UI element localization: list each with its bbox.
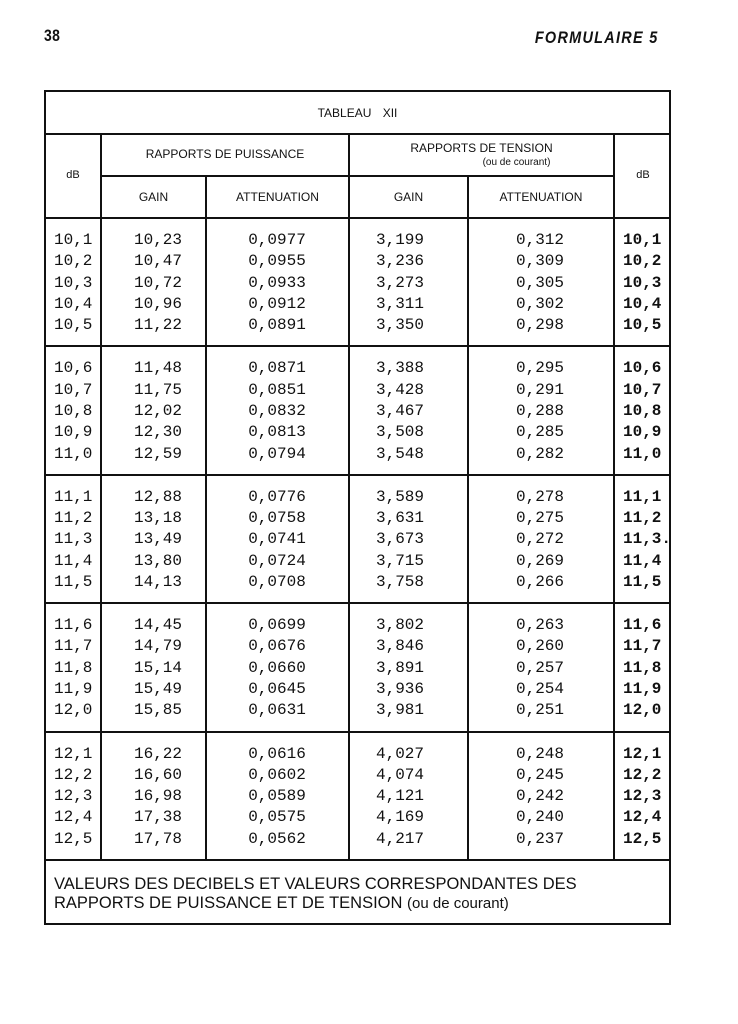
voltage-gain-cell: 3,350: [375, 316, 424, 335]
db-cell: 11,6: [54, 616, 93, 635]
db-right-cell: 10,1: [623, 231, 662, 249]
db-cell: 11,5: [54, 572, 93, 591]
voltage-gain-cell: 3,467: [375, 401, 424, 420]
power-attenuation-cell: 0,0631: [248, 701, 306, 720]
power-attenuation-cell: 0,0741: [248, 530, 306, 549]
voltage-attenuation-cell: 0,237: [515, 829, 564, 848]
voltage-gain-cell: 3,846: [375, 637, 424, 656]
header-db-left: dB: [66, 169, 80, 181]
db-right-cell: 10,5: [623, 316, 662, 335]
db-right-cell: 11,3.: [623, 530, 672, 549]
power-attenuation-cell: 0,0758: [248, 509, 306, 528]
db-right-column: [615, 230, 671, 336]
voltage-attenuation-cell: 0,260: [515, 637, 564, 656]
db-cell: 11,0: [54, 444, 93, 463]
db-right-cell: 11,7: [623, 637, 662, 656]
power-attenuation-cell: 0,0891: [248, 316, 306, 335]
power-attenuation-cell: 0,0724: [248, 551, 306, 570]
power-gain-cell: 10,96: [133, 294, 182, 313]
power-attenuation-column: [208, 487, 346, 593]
db-cell: 10,6: [54, 359, 93, 378]
db-column: [54, 487, 104, 593]
power-gain-cell: 14,13: [133, 572, 182, 591]
db-right-cell: 11,5: [623, 572, 662, 591]
power-attenuation-cell: 0,0813: [248, 423, 306, 442]
voltage-gain-cell: 3,508: [375, 423, 424, 442]
power-attenuation-cell: 0,0933: [248, 273, 306, 292]
caption-line-2-sub: (ou de courant): [407, 895, 509, 912]
voltage-gain-cell: 3,199: [375, 231, 424, 249]
db-cell: 11,3: [54, 530, 93, 549]
power-gain-cell: 11,48: [133, 359, 182, 378]
voltage-gain-cell: 3,631: [375, 509, 424, 528]
db-cell: 12,2: [54, 765, 93, 784]
voltage-attenuation-cell: 0,263: [515, 616, 564, 635]
db-right-cell: 11,6: [623, 616, 662, 635]
db-column: [54, 744, 104, 850]
db-cell: 10,4: [54, 294, 93, 313]
caption-line-2-main: RAPPORTS DE PUISSANCE ET DE TENSION: [54, 894, 403, 912]
db-right-cell: 11,4: [623, 551, 662, 570]
page-number: 38: [44, 26, 61, 45]
db-right-cell: 10,6: [623, 359, 662, 378]
voltage-attenuation-cell: 0,302: [515, 294, 564, 313]
db-right-cell: 12,2: [623, 765, 662, 784]
power-gain-cell: 13,18: [133, 509, 182, 528]
power-gain-cell: 10,47: [133, 252, 182, 271]
voltage-gain-cell: 3,981: [375, 701, 424, 720]
power-attenuation-cell: 0,0602: [248, 765, 306, 784]
power-attenuation-column: [208, 358, 346, 464]
header-voltage-sub: (ou de courant): [482, 156, 551, 168]
voltage-attenuation-cell: 0,269: [515, 551, 564, 570]
table-title-text: TABLEAU XII: [317, 105, 398, 120]
db-cell: 10,5: [54, 316, 93, 335]
header-voltage-title: RAPPORTS DE TENSION: [410, 140, 553, 155]
voltage-attenuation-cell: 0,282: [515, 444, 564, 463]
db-cell: 11,4: [54, 551, 93, 570]
power-attenuation-cell: 0,0699: [248, 616, 306, 635]
power-gain-cell: 16,98: [133, 787, 182, 806]
voltage-gain-cell: 3,236: [375, 252, 424, 271]
power-gain-cell: 16,22: [133, 744, 182, 763]
power-attenuation-cell: 0,0645: [248, 680, 306, 699]
db-right-cell: 12,0: [623, 701, 662, 720]
power-attenuation-column: [208, 230, 346, 336]
voltage-attenuation-cell: 0,266: [515, 572, 564, 591]
voltage-gain-cell: 4,217: [375, 829, 424, 848]
voltage-gain-cell: 4,027: [375, 744, 424, 763]
header-voltage-gain: GAIN: [393, 190, 424, 204]
voltage-attenuation-cell: 0,309: [515, 252, 564, 271]
power-attenuation-cell: 0,0776: [248, 487, 306, 506]
voltage-attenuation-cell: 0,278: [515, 487, 564, 506]
voltage-attenuation-cell: 0,257: [515, 658, 564, 677]
voltage-gain-column: [350, 615, 450, 721]
power-gain-column: [108, 615, 208, 721]
db-cell: 12,0: [54, 701, 93, 720]
group-divider: [46, 345, 669, 347]
db-right-column: [615, 744, 671, 850]
voltage-gain-cell: 3,311: [375, 294, 424, 313]
voltage-gain-cell: 4,074: [375, 765, 424, 784]
power-gain-cell: 14,45: [133, 616, 182, 635]
voltage-attenuation-column: [470, 615, 610, 721]
voltage-gain-cell: 3,936: [375, 680, 424, 699]
power-attenuation-cell: 0,0794: [248, 444, 306, 463]
db-right-cell: 12,5: [623, 829, 662, 848]
db-right-cell: 11,1: [623, 487, 662, 506]
power-gain-cell: 17,78: [133, 829, 182, 848]
running-head: FORMULAIRE 5: [534, 28, 658, 47]
voltage-attenuation-cell: 0,288: [515, 401, 564, 420]
db-right-cell: 11,2: [623, 509, 662, 528]
power-gain-cell: 13,49: [133, 530, 182, 549]
power-gain-cell: 10,23: [133, 231, 182, 249]
header-voltage-attenuation: ATTENUATION: [499, 190, 583, 204]
db-cell: 10,8: [54, 401, 93, 420]
power-gain-column: [108, 230, 208, 336]
voltage-attenuation-cell: 0,248: [515, 744, 564, 763]
power-gain-cell: 15,85: [133, 701, 182, 720]
db-right-cell: 10,7: [623, 380, 662, 399]
voltage-gain-cell: 3,589: [375, 487, 424, 506]
voltage-attenuation-column: [470, 358, 610, 464]
db-right-column: [615, 358, 671, 464]
voltage-gain-cell: 3,758: [375, 572, 424, 591]
db-cell: 12,4: [54, 808, 93, 827]
power-gain-cell: 12,88: [133, 487, 182, 506]
voltage-attenuation-cell: 0,285: [515, 423, 564, 442]
power-attenuation-cell: 0,0589: [248, 787, 306, 806]
db-cell: 11,1: [54, 487, 93, 506]
db-right-cell: 10,3: [623, 273, 662, 292]
power-attenuation-cell: 0,0871: [248, 359, 306, 378]
db-cell: 10,2: [54, 252, 93, 271]
power-gain-cell: 15,49: [133, 680, 182, 699]
voltage-gain-cell: 3,428: [375, 380, 424, 399]
power-gain-cell: 11,75: [133, 380, 182, 399]
voltage-gain-cell: 4,121: [375, 787, 424, 806]
db-cell: 11,2: [54, 509, 93, 528]
caption-line-1: VALEURS DES DECIBELS ET VALEURS CORRESPONDANTES DES: [54, 875, 577, 893]
power-gain-cell: 10,72: [133, 273, 182, 292]
db-right-cell: 11,0: [623, 444, 662, 463]
power-gain-cell: 15,14: [133, 658, 182, 677]
voltage-gain-column: [350, 358, 450, 464]
voltage-attenuation-cell: 0,245: [515, 765, 564, 784]
voltage-attenuation-cell: 0,242: [515, 787, 564, 806]
col-rule-4: [467, 177, 469, 859]
decibel-table: [44, 90, 671, 925]
header-voltage-group: [350, 133, 613, 175]
db-cell: 12,3: [54, 787, 93, 806]
voltage-attenuation-cell: 0,272: [515, 530, 564, 549]
caption-line-2: [54, 894, 661, 913]
db-right-cell: 10,9: [623, 423, 662, 442]
db-right-cell: 10,8: [623, 401, 662, 420]
voltage-gain-cell: 3,891: [375, 658, 424, 677]
group-divider: [46, 731, 669, 733]
db-cell: 10,1: [54, 231, 93, 249]
voltage-gain-cell: 3,802: [375, 616, 424, 635]
db-right-cell: 12,3: [623, 787, 662, 806]
header-db-right: dB: [636, 169, 650, 181]
voltage-gain-cell: 3,388: [375, 359, 424, 378]
power-gain-cell: 14,79: [133, 637, 182, 656]
db-cell: 11,7: [54, 637, 93, 656]
power-attenuation-cell: 0,0660: [248, 658, 306, 677]
db-right-column: [615, 615, 671, 721]
header-power-gain: GAIN: [138, 190, 169, 204]
db-cell: 11,9: [54, 680, 93, 699]
voltage-gain-column: [350, 744, 450, 850]
voltage-attenuation-cell: 0,240: [515, 808, 564, 827]
power-attenuation-cell: 0,0708: [248, 572, 306, 591]
power-gain-cell: 16,60: [133, 765, 182, 784]
power-gain-cell: 12,02: [133, 401, 182, 420]
voltage-gain-cell: 3,673: [375, 530, 424, 549]
voltage-attenuation-cell: 0,254: [515, 680, 564, 699]
power-attenuation-cell: 0,0616: [248, 744, 306, 763]
table-caption: [46, 859, 669, 923]
power-gain-column: [108, 487, 208, 593]
power-attenuation-cell: 0,0977: [248, 231, 306, 249]
db-right-cell: 12,4: [623, 808, 662, 827]
power-attenuation-cell: 0,0575: [248, 808, 306, 827]
power-attenuation-cell: 0,0562: [248, 829, 306, 848]
voltage-attenuation-column: [470, 744, 610, 850]
power-gain-cell: 13,80: [133, 551, 182, 570]
voltage-attenuation-column: [470, 230, 610, 336]
table-title: [46, 92, 669, 135]
power-attenuation-cell: 0,0912: [248, 294, 306, 313]
db-column: [54, 230, 104, 336]
voltage-attenuation-column: [470, 487, 610, 593]
voltage-gain-column: [350, 487, 450, 593]
power-gain-cell: 17,38: [133, 808, 182, 827]
voltage-gain-cell: 3,273: [375, 273, 424, 292]
voltage-gain-column: [350, 230, 450, 336]
header-power-attenuation: ATTENUATION: [236, 190, 319, 204]
power-gain-column: [108, 744, 208, 850]
db-cell: 10,7: [54, 380, 93, 399]
voltage-attenuation-cell: 0,291: [515, 380, 564, 399]
power-gain-cell: 12,59: [133, 444, 182, 463]
voltage-attenuation-cell: 0,275: [515, 509, 564, 528]
voltage-gain-cell: 4,169: [375, 808, 424, 827]
power-gain-column: [108, 358, 208, 464]
db-cell: 11,8: [54, 658, 93, 677]
voltage-attenuation-cell: 0,251: [515, 701, 564, 720]
power-attenuation-column: [208, 744, 346, 850]
group-divider: [46, 474, 669, 476]
power-attenuation-column: [208, 615, 346, 721]
voltage-attenuation-cell: 0,298: [515, 316, 564, 335]
db-column: [54, 615, 104, 721]
db-right-cell: 10,2: [623, 252, 662, 271]
db-cell: 12,5: [54, 829, 93, 848]
power-attenuation-cell: 0,0676: [248, 637, 306, 656]
header-power-group: RAPPORTS DE PUISSANCE: [145, 147, 305, 161]
voltage-gain-cell: 3,715: [375, 551, 424, 570]
power-gain-cell: 12,30: [133, 423, 182, 442]
db-cell: 10,3: [54, 273, 93, 292]
db-right-cell: 12,1: [623, 744, 662, 763]
db-right-cell: 11,8: [623, 658, 662, 677]
voltage-gain-cell: 3,548: [375, 444, 424, 463]
group-divider: [46, 602, 669, 604]
power-attenuation-cell: 0,0955: [248, 252, 306, 271]
db-right-cell: 11,9: [623, 680, 662, 699]
db-cell: 10,9: [54, 423, 93, 442]
power-attenuation-cell: 0,0832: [248, 401, 306, 420]
db-right-cell: 10,4: [623, 294, 662, 313]
voltage-attenuation-cell: 0,305: [515, 273, 564, 292]
power-attenuation-cell: 0,0851: [248, 380, 306, 399]
db-cell: 12,1: [54, 744, 93, 763]
header-bottom-rule: [46, 217, 669, 219]
voltage-attenuation-cell: 0,312: [515, 231, 564, 249]
db-right-column: [615, 487, 671, 593]
power-gain-cell: 11,22: [133, 316, 182, 335]
db-column: [54, 358, 104, 464]
voltage-attenuation-cell: 0,295: [515, 359, 564, 378]
